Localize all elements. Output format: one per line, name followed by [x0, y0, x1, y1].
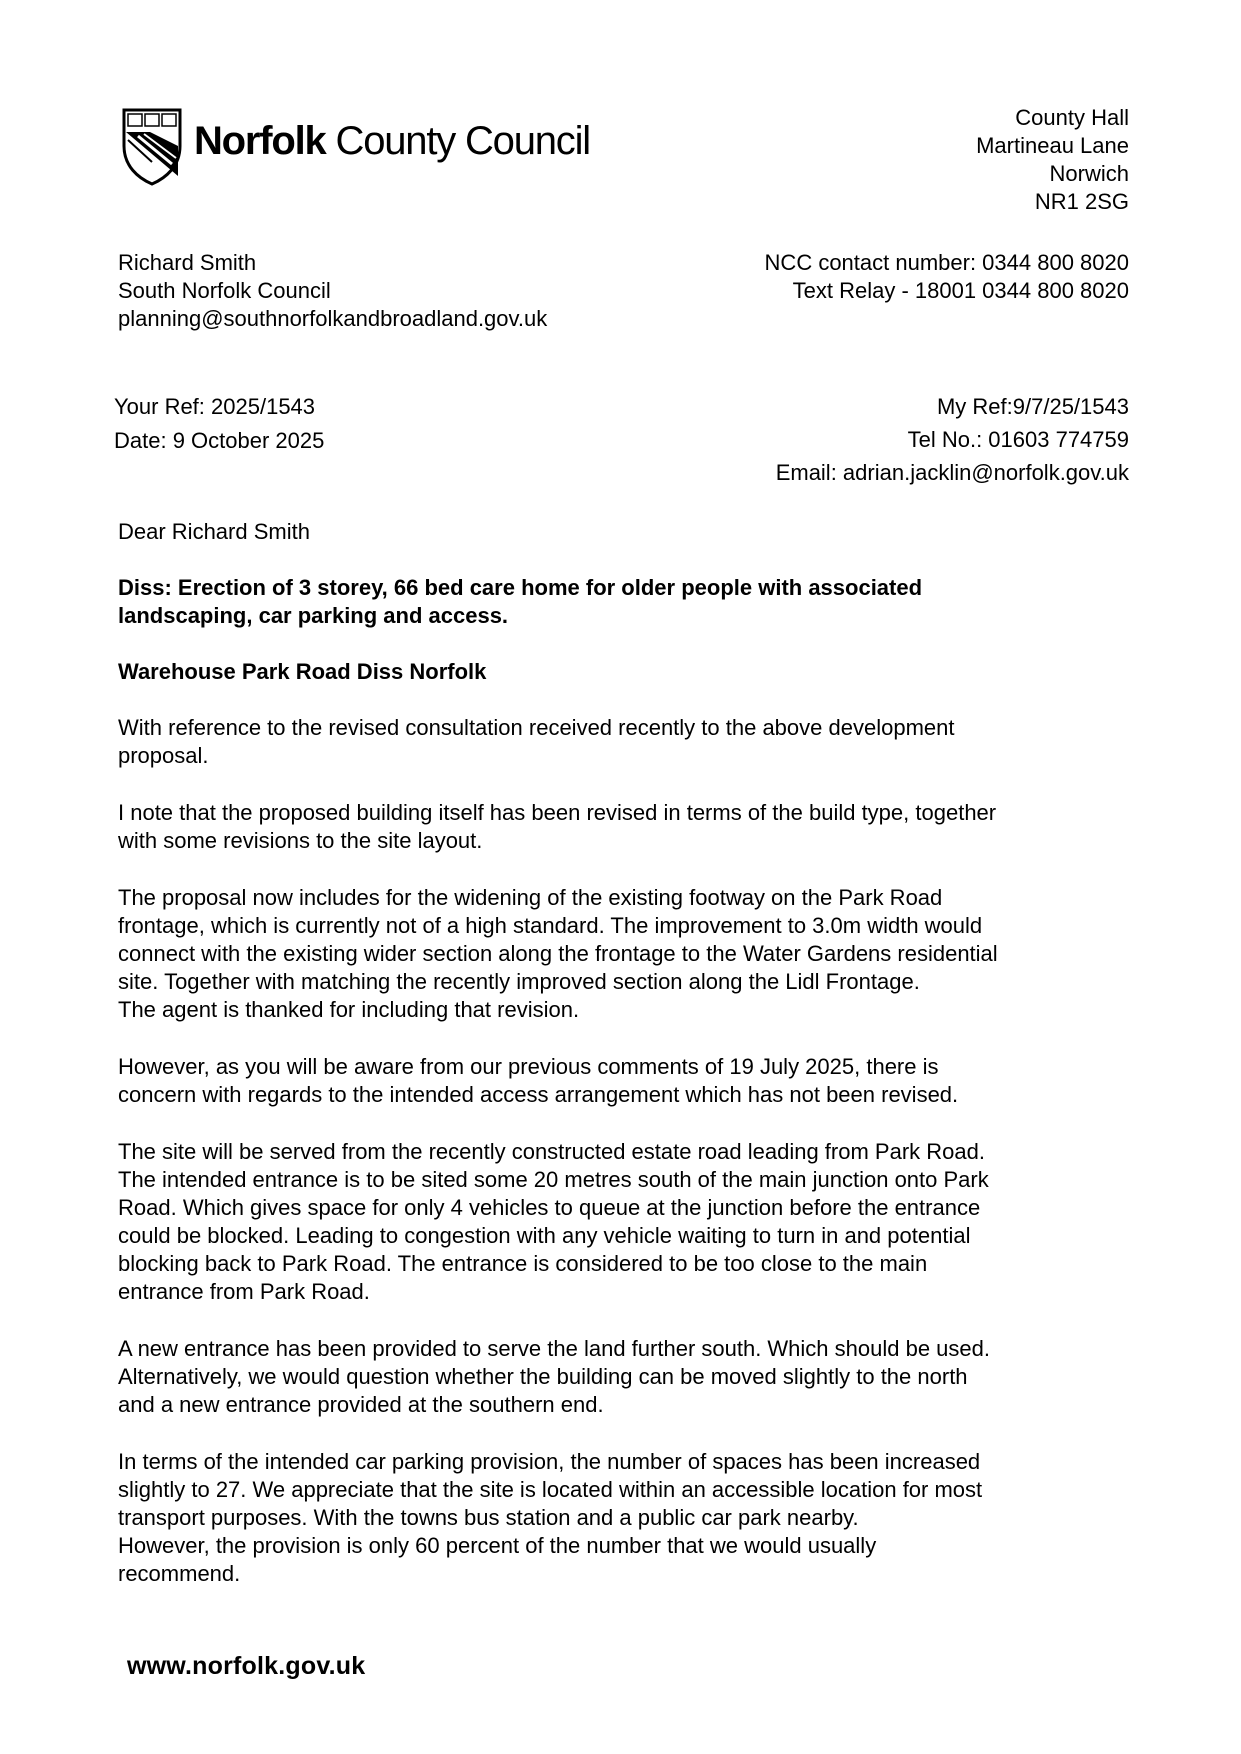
sender-address	[976, 104, 1129, 216]
reference-block-right	[776, 390, 1129, 489]
letter-date: Date: 9 October 2025	[114, 428, 325, 453]
body-paragraph: With reference to the revised consultation received recently to the above development proposal.	[118, 715, 955, 768]
body-paragraph: I note that the proposed building itself has been revised in terms of the build type, together with some revisions to the site layout.	[118, 800, 997, 853]
letter-title: Diss: Erection of 3 storey, 66 bed care home for older people with associated landscaping, car parking and access.	[118, 575, 923, 628]
coat-of-arms-icon	[120, 106, 184, 186]
text-relay-number: Text Relay - 18001 0344 800 8020	[792, 278, 1129, 303]
address-line: County Hall	[1015, 105, 1129, 130]
recipient-email: planning@southnorfolkandbroadland.gov.uk	[118, 306, 548, 331]
salutation: Dear Richard Smith	[118, 519, 310, 544]
ncc-contact-number: NCC contact number: 0344 800 8020	[764, 250, 1129, 275]
address-line: NR1 2SG	[1034, 189, 1129, 214]
council-logo-text: Norfolk County Council	[194, 119, 590, 163]
site-address-heading: Warehouse Park Road Diss Norfolk	[118, 659, 487, 684]
council-logo	[120, 106, 610, 186]
footer-website: www.norfolk.gov.uk	[127, 1652, 366, 1680]
body-paragraph: The site will be served from the recently constructed estate road leading from Park Road. The intended entrance is to be sited some 20 metres south of the main junction onto Park Road. Which gives space for only 4 vehicles to queue at the junction before the entrance could be blocked. Leading to congestion with any vehicle waiting to turn in and potential blocking back to Park Road. The entrance is considered to be too close to the main entrance from Park Road.	[118, 1139, 989, 1304]
recipient-name: Richard Smith	[118, 250, 257, 275]
my-ref: My Ref:9/7/25/1543	[936, 394, 1129, 419]
body-paragraph: The proposal now includes for the widening of the existing footway on the Park Road frontage, which is currently not of a high standard. The improvement to 3.0m width would connect with the existing wider section along the frontage to the Water Gardens residential site. Together with matching the recently improved section along the Lidl Frontage. The agent is thanked for including that revision.	[118, 885, 998, 1022]
contact-numbers	[765, 249, 1129, 305]
body-paragraph: A new entrance has been provided to serve the land further south. Which should be used. Alternatively, we would question whether the building can be moved slightly to the north and a new entrance provided at the southern end.	[118, 1336, 990, 1417]
your-ref: Your Ref: 2025/1543	[114, 394, 316, 419]
address-line: Martineau Lane	[976, 133, 1129, 158]
reference-block-left	[114, 390, 324, 458]
email-address: Email: adrian.jacklin@norfolk.gov.uk	[775, 460, 1129, 485]
recipient-organisation: South Norfolk Council	[118, 278, 331, 303]
address-line: Norwich	[1049, 161, 1129, 186]
tel-number: Tel No.: 01603 774759	[907, 427, 1129, 452]
recipient-block	[118, 249, 547, 333]
letter-body	[118, 518, 1138, 1617]
body-paragraph: In terms of the intended car parking provision, the number of spaces has been increased slightly to 27. We appreciate that the site is located within an accessible location for most transport purposes. With the towns bus station and a public car park nearby. However, the provision is only 60 percent of the number that we would usually recommend.	[118, 1449, 983, 1586]
body-paragraph: However, as you will be aware from our previous comments of 19 July 2025, there is concern with regards to the intended access arrangement which has not been revised.	[118, 1054, 959, 1107]
